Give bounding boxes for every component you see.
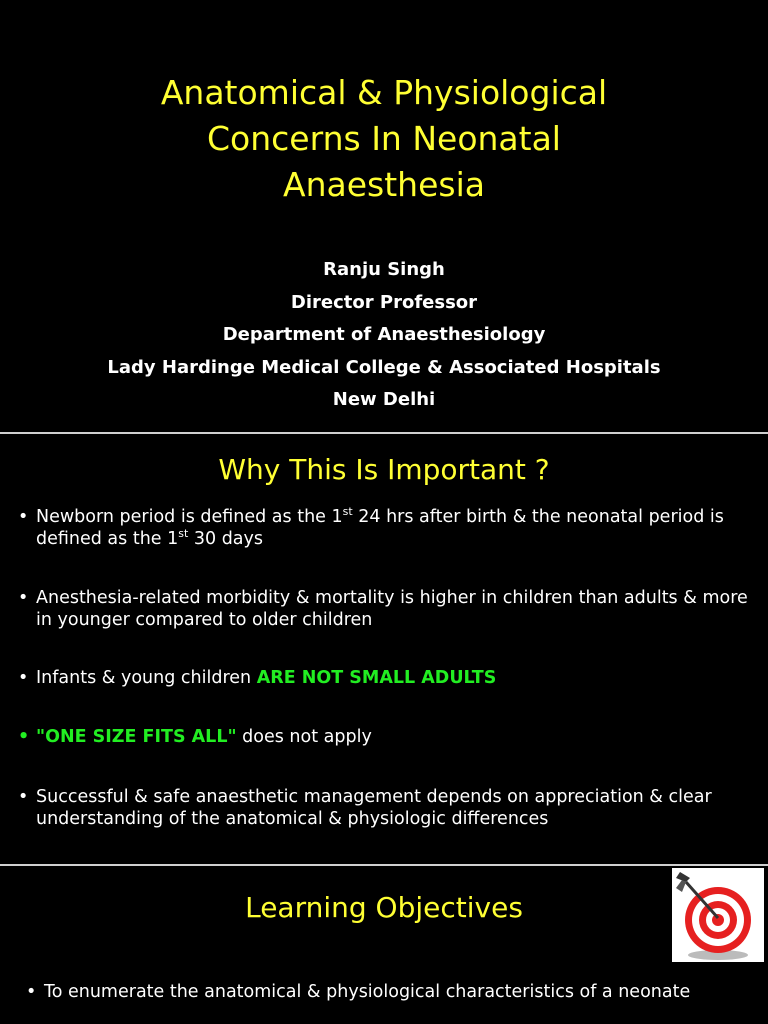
author-city: New Delhi xyxy=(332,389,436,410)
author-institution: Lady Hardinge Medical College & Associated Hospitals xyxy=(107,356,661,378)
highlight-text: ARE NOT SMALL ADULTS xyxy=(256,668,497,688)
superscript: st xyxy=(342,505,353,519)
importance-slide xyxy=(0,434,768,864)
author-department: Department of Anaesthesiology xyxy=(222,324,546,345)
list-item xyxy=(26,981,764,1003)
author-designation: Director Professor xyxy=(290,291,478,313)
bullet-icon: • xyxy=(18,727,30,747)
bullet-text: Successful & safe anaesthetic management depends on appreciation & clear understanding of the anatomical & physiologic differences xyxy=(36,787,712,829)
list-item xyxy=(18,587,766,631)
bullet-text: Infants & young children xyxy=(36,668,257,688)
bullet-text: 24 hrs after birth & the neonatal period is defined as the 1 xyxy=(36,507,724,549)
list-item xyxy=(18,667,766,689)
bullet-icon: • xyxy=(26,982,37,1002)
author-name: Ranju Singh xyxy=(323,259,445,280)
list-item xyxy=(18,506,766,550)
bullet-icon: • xyxy=(18,588,29,608)
slide-title: Learning Objectives xyxy=(245,891,523,924)
slide-title xyxy=(0,70,768,208)
list-item xyxy=(18,726,766,748)
bullet-text: Newborn period is defined as the 1 xyxy=(36,507,343,527)
highlight-text: "ONE SIZE FITS ALL" xyxy=(36,727,237,747)
bullet-icon: • xyxy=(18,668,29,688)
bullet-text: does not apply xyxy=(236,727,372,747)
superscript: st xyxy=(178,527,189,541)
title-slide xyxy=(0,0,768,432)
slide-title: Why This Is Important ? xyxy=(218,453,550,486)
bullet-icon: • xyxy=(18,787,29,807)
title-line: Anaesthesia xyxy=(283,165,485,204)
list-item xyxy=(18,786,766,830)
author-block xyxy=(0,254,768,417)
target-dart-icon xyxy=(672,868,764,962)
bullet-text: Anesthesia-related morbidity & mortality is higher in children than adults & more in younger compared to older children xyxy=(36,588,748,630)
objectives-slide xyxy=(0,866,768,1024)
objective-text: To enumerate the anatomical & physiological characteristics of a neonate xyxy=(44,982,691,1002)
bullet-text: 30 days xyxy=(188,529,263,549)
title-line: Concerns In Neonatal xyxy=(207,119,561,158)
target-dart-icon xyxy=(672,868,764,962)
title-line: Anatomical & Physiological xyxy=(160,73,608,112)
bullet-icon: • xyxy=(18,507,29,527)
